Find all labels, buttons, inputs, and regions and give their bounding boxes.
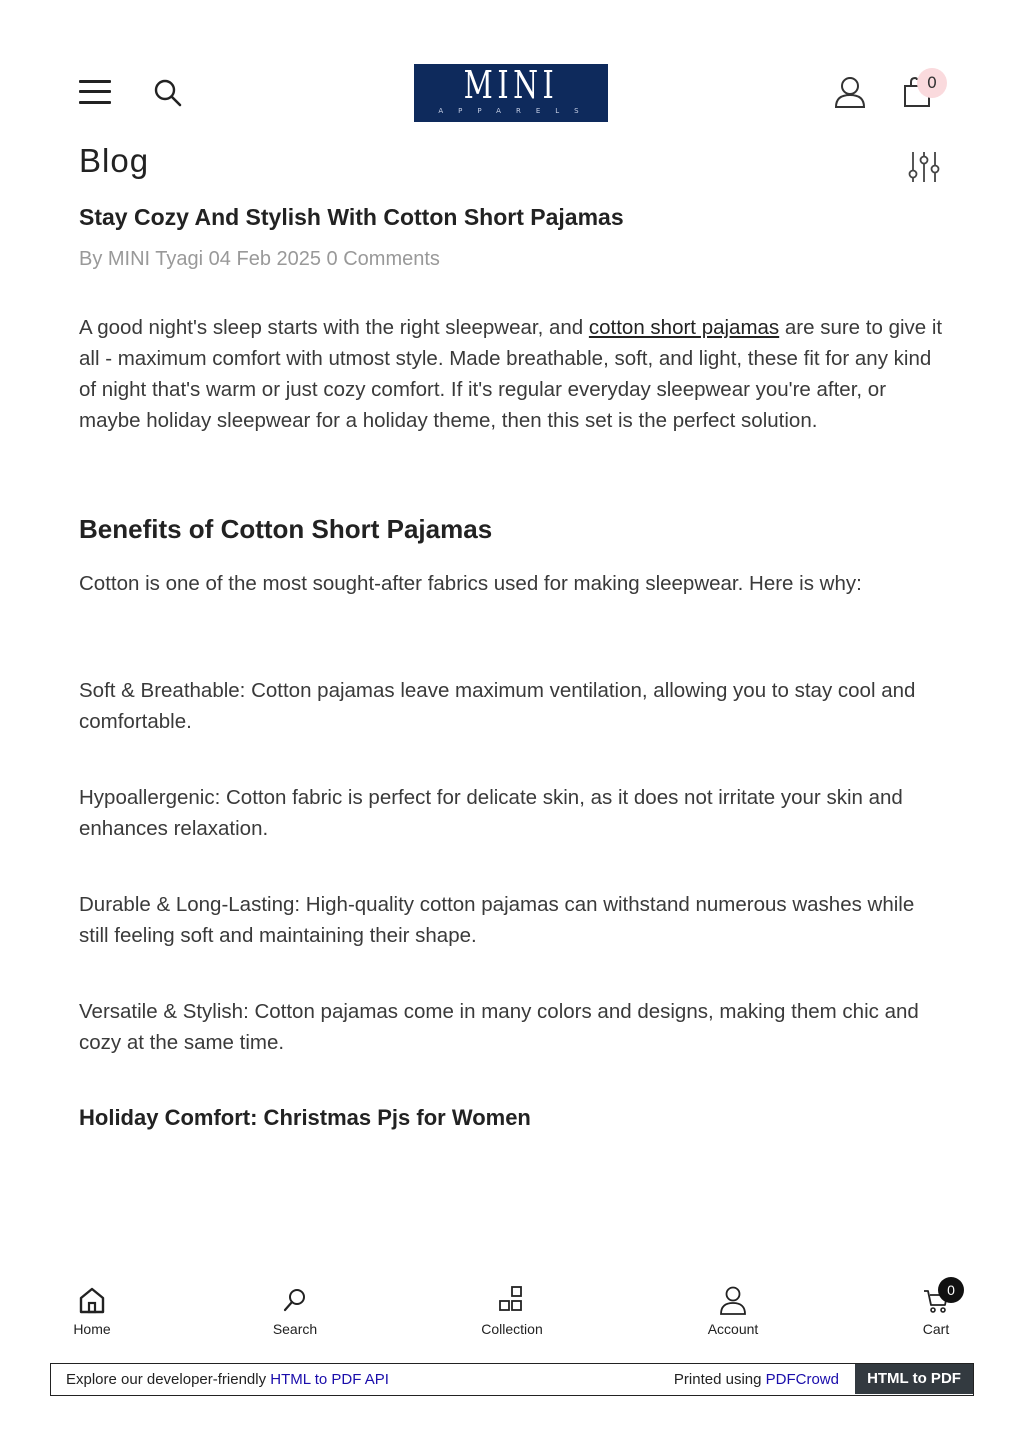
nav-account-label: Account <box>707 1321 759 1337</box>
pdf-footer-bar <box>50 1363 974 1396</box>
bottom-nav-bar <box>0 1275 1024 1345</box>
filter-sliders-icon[interactable] <box>906 150 942 184</box>
cotton-short-pajamas-link[interactable]: cotton short pajamas <box>588 316 780 339</box>
pdf-footer-left <box>66 1371 389 1388</box>
site-logo[interactable] <box>414 64 608 122</box>
site-header <box>0 0 1024 130</box>
intro-text-after: are sure to give it all - maximum comfort with utmost style. Made breathable, soft, and light, these fit for any kind of night that's warm or just cozy comfort. If it's regular everyday sleepwear you're after, or maybe holiday sleepwear for a holiday theme, then this set is the perfect solution. <box>79 316 943 432</box>
nav-home[interactable] <box>42 1275 142 1337</box>
pdf-footer-right <box>674 1371 839 1388</box>
benefit-paragraph: Versatile & Stylish: Cotton pajamas come in many colors and designs, making them chic and cozy at the same time. <box>79 1000 919 1054</box>
pdf-footer-left-text: Explore our developer-friendly <box>66 1371 271 1388</box>
account-icon[interactable] <box>834 76 866 108</box>
search-icon[interactable] <box>153 78 183 108</box>
section-intro: Cotton is one of the most sought-after fabrics used for making sleepwear. Here is why: <box>79 572 862 595</box>
post-meta <box>79 248 440 271</box>
logo-text: MINI <box>463 63 559 107</box>
benefit-paragraph: Hypoallergenic: Cotton fabric is perfect for delicate skin, as it does not irritate your skin and enhances relaxation. <box>79 786 903 840</box>
html-to-pdf-badge[interactable]: HTML to PDF <box>855 1364 973 1394</box>
benefit-paragraph: Durable & Long-Lasting: High-quality cotton pajamas can withstand numerous washes while still feeling soft and maintaining their shape. <box>79 893 915 947</box>
account-icon <box>718 1285 748 1315</box>
logo-subtext: APPARELS <box>438 107 594 115</box>
section-heading-benefits: Benefits of Cotton Short Pajamas <box>79 514 493 544</box>
home-icon <box>77 1285 107 1315</box>
nav-account[interactable] <box>683 1275 783 1337</box>
nav-home-label: Home <box>73 1321 111 1337</box>
nav-search[interactable] <box>245 1275 345 1337</box>
nav-search-label: Search <box>272 1321 318 1337</box>
html-to-pdf-api-link[interactable]: HTML to PDF API <box>270 1371 389 1388</box>
post-title: Stay Cozy And Stylish With Cotton Short Pajamas <box>79 204 624 230</box>
intro-paragraph <box>79 312 949 436</box>
collection-grid-icon <box>497 1285 527 1315</box>
post-author[interactable]: By MINI Tyagi <box>79 248 209 270</box>
nav-cart-label: Cart <box>922 1321 950 1337</box>
page-title: Blog <box>79 142 150 179</box>
search-icon <box>280 1285 310 1315</box>
post-date: 04 Feb 2025 <box>208 248 327 270</box>
post-comments-link[interactable]: 0 Comments <box>326 248 440 270</box>
intro-text-before: A good night's sleep starts with the right sleepwear, and <box>79 316 589 339</box>
pdf-footer-right-text: Printed using <box>673 1371 766 1388</box>
nav-cart-count-badge: 0 <box>938 1277 964 1303</box>
pdfcrowd-link[interactable]: PDFCrowd <box>765 1371 839 1388</box>
nav-cart[interactable] <box>886 1275 986 1337</box>
menu-icon[interactable] <box>79 78 111 106</box>
nav-collection[interactable] <box>462 1275 562 1337</box>
benefit-paragraph: Soft & Breathable: Cotton pajamas leave maximum ventilation, allowing you to stay cool and comfortable. <box>79 679 916 733</box>
section-heading-holiday: Holiday Comfort: Christmas Pjs for Women <box>79 1105 531 1130</box>
nav-collection-label: Collection <box>481 1321 543 1337</box>
cart-count-badge: 0 <box>917 68 947 98</box>
